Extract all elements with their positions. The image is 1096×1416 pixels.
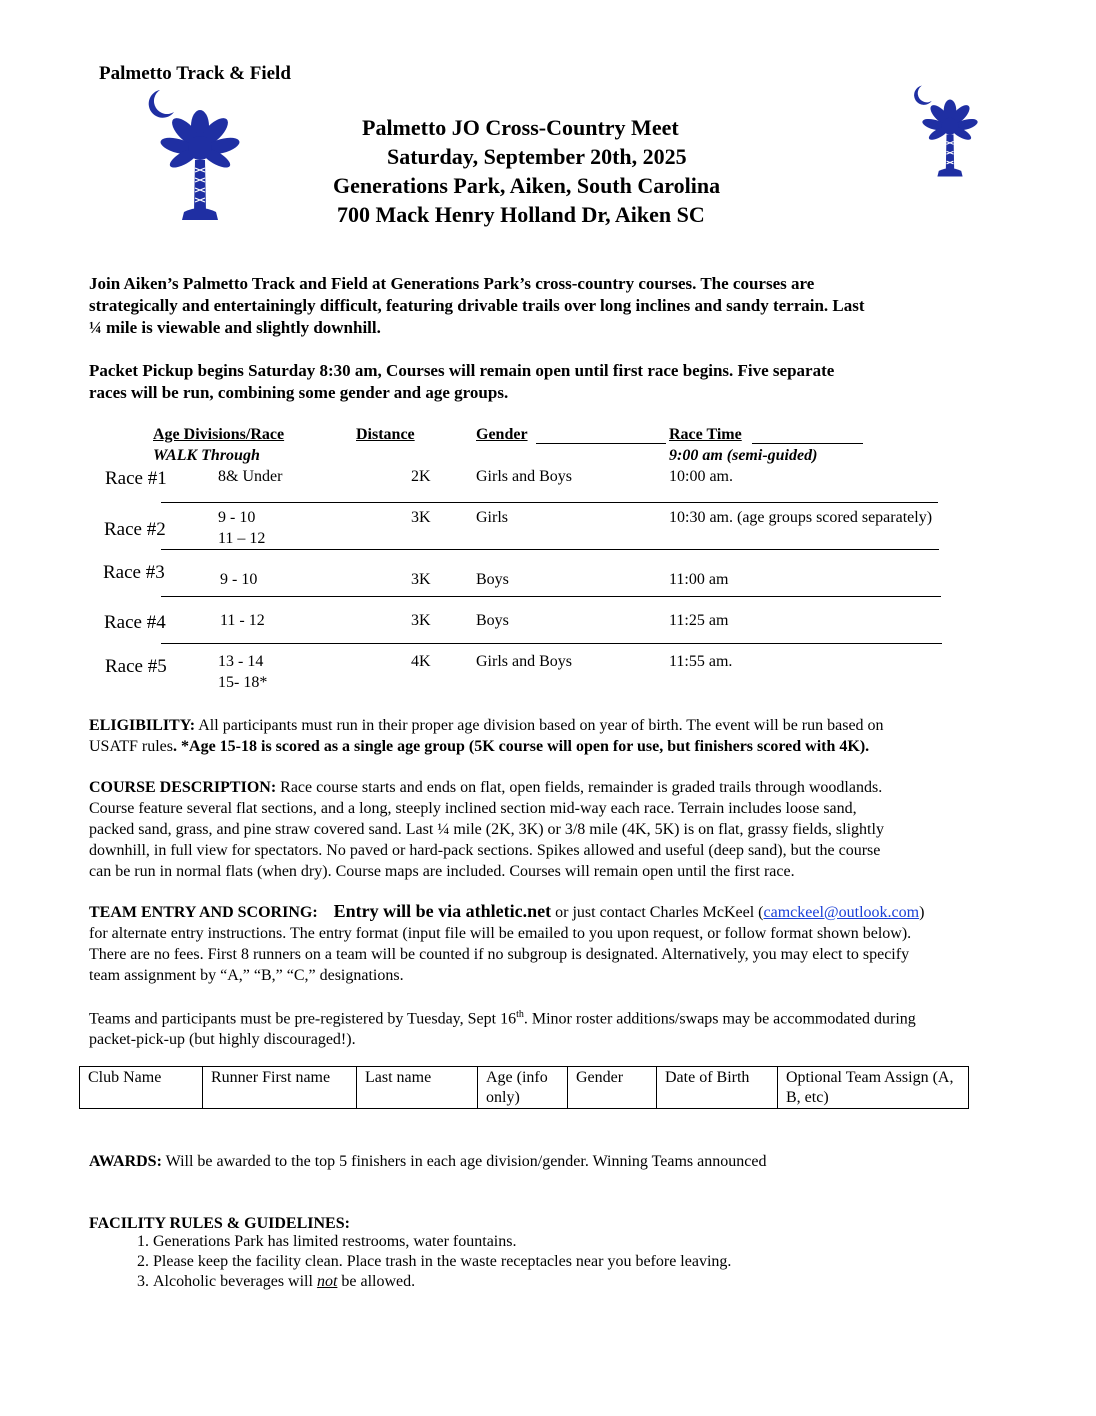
- race-distance: 3K: [411, 509, 431, 526]
- entry-format-table: [79, 1066, 969, 1109]
- column-runner-first-name: Runner First name: [203, 1067, 357, 1109]
- race-ages: 8& Under: [218, 468, 283, 485]
- header-distance: Distance: [356, 426, 415, 443]
- race-label: Race #4: [104, 612, 166, 633]
- race-time: 10:00 am.: [669, 468, 733, 485]
- race-label: Race #3: [103, 562, 165, 583]
- race-ages: 15- 18*: [218, 674, 268, 691]
- race-label: Race #2: [104, 519, 166, 540]
- athletic-net-entry: Entry will be via athletic.net: [333, 901, 552, 921]
- race-distance: 3K: [411, 571, 431, 588]
- race-divider: [161, 502, 938, 503]
- column-date-of-birth: Date of Birth: [657, 1067, 778, 1109]
- palmetto-moon-icon: [908, 74, 992, 188]
- race-time: 11:25 am: [669, 612, 729, 629]
- race-label: Race #1: [105, 468, 167, 489]
- race-time: 11:00 am: [669, 571, 729, 588]
- registration-deadline: Teams and participants must be pre-registered by Tuesday, Sept 16th. Minor roster additions/swaps may be accommodated during packet-pick-up (but highly discouraged!).: [89, 1009, 916, 1049]
- race-time: 10:30 am. (age groups scored separately): [669, 509, 933, 526]
- race-gender: Boys: [476, 571, 509, 588]
- column-gender: Gender: [568, 1067, 657, 1109]
- header-underline: [536, 443, 666, 444]
- race-ages: 13 - 14: [218, 653, 264, 670]
- header-age-divisions: Age Divisions/Race: [153, 426, 285, 443]
- column-last-name: Last name: [357, 1067, 478, 1109]
- course-description-section: COURSE DESCRIPTION: Race course starts and ends on flat, open fields, remainder is graded trails through woodlands. Course feature several flat sections, and a long, steeply inclined section mid-way each race. Terrain includes loose sand, packed sand, grass, and pine straw covered sand. Last ¼ mile (2K, 3K) or 3/8 mile (4K, 5K) is on flat, grassy fields, slightly downhill, in full view for spectators. No paved or hard-pack sections. Spikes allowed and useful (deep sand), but the course can be run in normal flats (when dry). Course maps are included. Courses will remain open until the first race.: [89, 779, 884, 880]
- walk-through-label: WALK Through: [153, 447, 260, 464]
- race-time: 11:55 am.: [669, 653, 733, 670]
- race-gender: Girls and Boys: [476, 653, 572, 670]
- race-distance: 3K: [411, 612, 431, 629]
- race-divider: [161, 596, 941, 597]
- race-ages: 11 – 12: [218, 530, 266, 547]
- race-label: Race #5: [105, 656, 167, 677]
- race-ages: 9 - 10: [218, 509, 256, 526]
- facility-rules-list: [89, 1232, 731, 1292]
- list-item: 1. Generations Park has limited restrooms, water fountains.: [153, 1232, 731, 1252]
- race-gender: Boys: [476, 612, 509, 629]
- team-entry-label: TEAM ENTRY AND SCORING:: [89, 904, 318, 921]
- eligibility-section: ELIGIBILITY: All participants must run in their proper age division based on year of birth. The event will be run based on USATF rules. *Age 15-18 is scored as a single age group (5K course will open for use, but finishers scored with 4K).: [89, 717, 884, 755]
- race-gender: Girls and Boys: [476, 468, 572, 485]
- club-name: Palmetto Track & Field: [99, 63, 291, 84]
- event-venue: Generations Park, Aiken, South Carolina: [333, 173, 721, 198]
- column-club-name: Club Name: [80, 1067, 203, 1109]
- race-divider: [161, 549, 939, 550]
- course-description-label: COURSE DESCRIPTION:: [89, 779, 277, 796]
- list-item: 2. Please keep the facility clean. Place trash in the waste receptacles near you before leaving.: [153, 1252, 731, 1272]
- awards-label: AWARDS:: [89, 1153, 162, 1170]
- race-distance: 4K: [411, 653, 431, 670]
- event-title: Palmetto JO Cross-Country Meet: [362, 115, 679, 140]
- race-gender: Girls: [476, 509, 508, 526]
- intro-paragraph: Join Aiken’s Palmetto Track and Field at Generations Park’s cross-country courses. The courses are strategically and entertainingly difficult, featuring drivable trails over long inclines and sandy terrain. Last ¼ mile is viewable and slightly downhill.: [89, 274, 865, 337]
- eligibility-label: ELIGIBILITY:: [89, 717, 196, 734]
- race-divider: [161, 643, 942, 644]
- column-age: Age (info only): [478, 1067, 568, 1109]
- event-address: 700 Mack Henry Holland Dr, Aiken SC: [337, 202, 705, 227]
- awards-section: AWARDS: Will be awarded to the top 5 finishers in each age division/gender. Winning Teams announced: [89, 1153, 767, 1170]
- race-ages: 9 - 10: [220, 571, 258, 588]
- event-date: Saturday, September 20th, 2025: [387, 144, 687, 169]
- email-link[interactable]: camckeel@outlook.com: [763, 904, 920, 921]
- race-ages: 11 - 12: [220, 612, 265, 629]
- header-race-time: Race Time: [669, 426, 742, 443]
- header-underline: [752, 443, 863, 444]
- table-row: [80, 1067, 969, 1109]
- race-distance: 2K: [411, 468, 431, 485]
- facility-rules-heading: FACILITY RULES & GUIDELINES:: [89, 1215, 350, 1232]
- walk-through-time: 9:00 am (semi-guided): [669, 447, 818, 464]
- column-optional-team-assign: Optional Team Assign (A, B, etc): [778, 1067, 969, 1109]
- team-entry-section: TEAM ENTRY AND SCORING: Entry will be via athletic.net or just contact Charles McKeel (camckeel@outlook.com) for alternate entry instructions. The entry format (input file will be emailed to you upon request, or follow format shown below). There are no fees. First 8 runners on a team will be counted if no subgroup is designated. Alternatively, you may elect to specify team assignment by “A,” “B,” “C,” designations.: [89, 901, 925, 984]
- list-item: 3. Alcoholic beverages will not be allowed.: [153, 1272, 731, 1292]
- header-gender: Gender: [476, 426, 528, 443]
- palmetto-moon-icon: [140, 84, 260, 226]
- packet-pickup-paragraph: Packet Pickup begins Saturday 8:30 am, Courses will remain open until first race begins. Five separate races will be run, combining some gender and age groups.: [89, 361, 835, 402]
